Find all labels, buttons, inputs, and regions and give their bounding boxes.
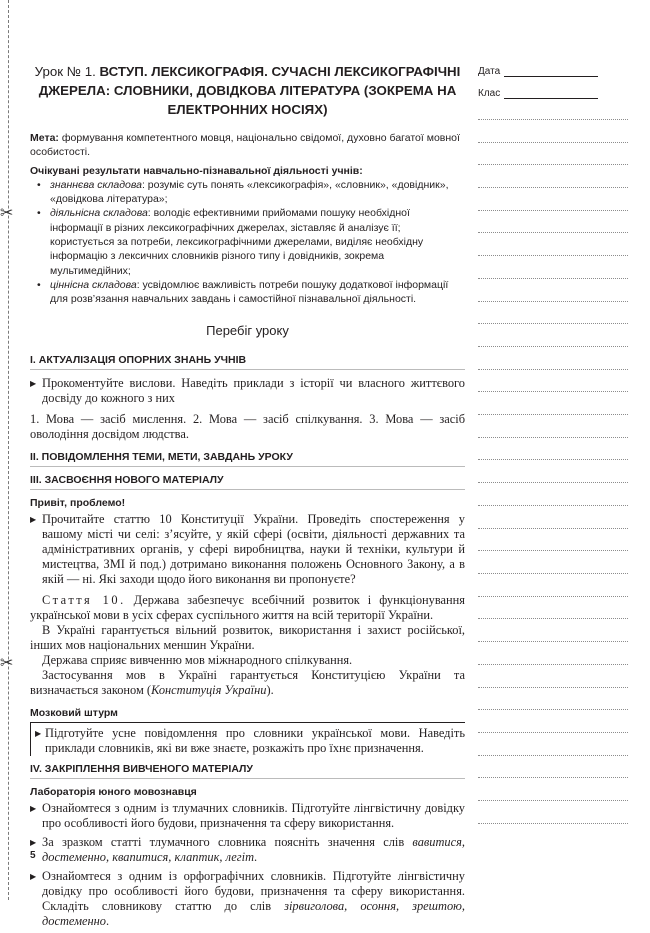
results-heading: Очікувані результати навчально-пізнавальної діяльності учнів: bbox=[30, 164, 363, 177]
result-text: : усвідомлює важливість потреби пошуку додаткової інформації для розв’язання навчальних завдань і самостійної пізнавальної діяльності. bbox=[50, 278, 449, 306]
lesson-topic: ВСТУП. ЛЕКСИКОГРАФІЯ. СУЧАСНІ ЛЕКСИКОГРАФІЧНІ ДЖЕРЕЛА: СЛОВНИКИ, ДОВІДКОВА ЛІТЕРАТУРА (ЗОКРЕМА НА ЕЛЕКТРОННИХ НОСІЯХ) bbox=[38, 64, 461, 117]
scissors-icon: ✂ bbox=[0, 653, 14, 672]
date-line[interactable] bbox=[504, 76, 598, 77]
subheading: Лабораторія юного мовознавця bbox=[30, 785, 197, 798]
result-text: : розуміє суть понять «лексикографія», «словник», «довідник», «довідкова література»; bbox=[50, 178, 449, 206]
result-text: : володіє ефективними прийомами пошуку необхідної інформації в різних лексикографічних джерелах, зіставляє й аналізує її; користується за потреби, лексикографічними джерелами, виділяє необхідну інформацію з лексичних словників різного типу і довідників, зокрема мультимедійних; bbox=[50, 207, 424, 277]
result-item: • ціннісна складова: усвідомлює важливість потреби пошуку додаткової інформації для розв’язання навчальних завдань і самостійної пізнавальної діяльності. bbox=[37, 278, 449, 306]
note-line[interactable] bbox=[478, 573, 628, 574]
note-line[interactable] bbox=[478, 369, 628, 370]
class-field[interactable] bbox=[478, 86, 628, 99]
note-line[interactable] bbox=[478, 505, 628, 506]
note-line[interactable] bbox=[478, 823, 628, 824]
page-number: 5 bbox=[30, 850, 36, 861]
note-line[interactable] bbox=[478, 528, 628, 529]
date-field[interactable] bbox=[478, 64, 628, 77]
note-line[interactable] bbox=[478, 323, 628, 324]
boxed-task: ▶ Підготуйте усне повідомлення про словники української мови. Наведіть приклади словників, які ви вже знаєте, розкажіть про їхнє призначення. bbox=[30, 722, 465, 756]
result-item: • знаннєва складова: розуміє суть понять «лексикографія», «словник», «довідник», «довідкова література»; bbox=[37, 178, 449, 206]
notes-header bbox=[478, 64, 628, 108]
lesson-goal bbox=[30, 131, 465, 160]
section-heading: ІV. ЗАКРІПЛЕННЯ ВИВЧЕНОГО МАТЕРІАЛУ bbox=[30, 762, 465, 779]
goal-label: Мета: bbox=[30, 132, 59, 144]
note-line[interactable] bbox=[478, 210, 628, 211]
arrow-icon: ▶ bbox=[30, 837, 37, 847]
note-line[interactable] bbox=[478, 596, 628, 597]
note-line[interactable] bbox=[478, 278, 628, 279]
section-heading: І. АКТУАЛІЗАЦІЯ ОПОРНИХ ЗНАНЬ УЧНІВ bbox=[30, 353, 465, 370]
note-line[interactable] bbox=[478, 482, 628, 483]
cut-line bbox=[8, 0, 9, 900]
article-label: Стаття 10. bbox=[42, 592, 126, 607]
quote-line: 1. Мова — засіб мислення. 2. Мова — засіб спілкування. 3. Мова — засіб оволодіння досвідом людства. bbox=[30, 411, 466, 441]
note-line[interactable] bbox=[478, 164, 628, 165]
arrow-icon: ▶ bbox=[35, 728, 42, 738]
note-line[interactable] bbox=[478, 777, 628, 778]
result-item: • діяльнісна складова: володіє ефективними прийомами пошуку необхідної інформації в різних лексикографічних джерелах, зіставляє й аналізує її; користується за потреби, лексикографічними джерелами, виділяє необхідну інформацію з лексичних словників різного типу і довідників, зокрема мультимедійних; bbox=[37, 207, 424, 277]
note-line[interactable] bbox=[478, 255, 628, 256]
note-line[interactable] bbox=[478, 709, 628, 710]
note-line[interactable] bbox=[478, 346, 628, 347]
note-line[interactable] bbox=[478, 618, 628, 619]
note-line[interactable] bbox=[478, 142, 628, 143]
arrow-icon: ▶ bbox=[30, 871, 37, 881]
arrow-icon: ▶ bbox=[30, 378, 37, 388]
expected-results bbox=[30, 164, 465, 307]
lesson-content bbox=[30, 62, 465, 933]
task: ▶ Прокоментуйте вислови. Наведіть приклади з історії чи власного життєвого досвіду до кожного з них bbox=[30, 375, 465, 405]
lesson-number: Урок № 1. bbox=[34, 64, 100, 79]
date-label: Дата bbox=[478, 66, 501, 77]
article-paragraph: В Україні гарантується вільний розвиток, використання і захист російської, інших мов національних меншин України. bbox=[30, 622, 465, 652]
task: ▶ Ознайомтеся з одним із тлумачних словників. Підготуйте лінгвістичну довідку про особливості його будови, призначення та сферу використання. bbox=[30, 800, 465, 830]
note-line[interactable] bbox=[478, 687, 628, 688]
note-line[interactable] bbox=[478, 755, 628, 756]
note-line[interactable] bbox=[478, 800, 628, 801]
section-heading: ІІ. ПОВІДОМЛЕННЯ ТЕМИ, МЕТИ, ЗАВДАНЬ УРОКУ bbox=[30, 450, 465, 467]
note-line[interactable] bbox=[478, 459, 628, 460]
task: ▶ Ознайомтеся з одним із орфографічних словників. Підготуйте лінгвістичну довідку про особливості його будови, призначення та сферу використання. Складіть словникову статтю до слів зірвиголова, осоння, зрештою, достеменно. bbox=[30, 868, 465, 928]
arrow-icon: ▶ bbox=[30, 514, 37, 524]
section-heading: ІІІ. ЗАСВОЄННЯ НОВОГО МАТЕРІАЛУ bbox=[30, 473, 465, 490]
lesson-title bbox=[30, 62, 465, 119]
note-line[interactable] bbox=[478, 301, 628, 302]
lesson-flow-heading: Перебіг уроку bbox=[206, 322, 289, 338]
note-line[interactable] bbox=[478, 664, 628, 665]
article-paragraph: Застосування мов в Україні гарантується Конституцією України та визначається законом (Конституція України). bbox=[30, 667, 465, 697]
note-line[interactable] bbox=[478, 437, 628, 438]
result-label: ціннісна складова bbox=[50, 278, 137, 291]
result-label: знаннєва складова bbox=[50, 178, 142, 191]
note-line[interactable] bbox=[478, 732, 628, 733]
class-line[interactable] bbox=[504, 98, 598, 99]
note-line[interactable] bbox=[478, 119, 628, 120]
note-line[interactable] bbox=[478, 232, 628, 233]
goal-text: формування компетентного мовця, національно свідомої, духовно багатої мовної особистості. bbox=[30, 132, 460, 159]
note-line[interactable] bbox=[478, 187, 628, 188]
scissors-icon: ✂ bbox=[0, 203, 14, 222]
note-line[interactable] bbox=[478, 391, 628, 392]
task: ▶ За зразком статті тлумачного словника поясніть значення слів вавитися, достеменно, квапитися, клаптик, легіт. bbox=[30, 834, 465, 864]
result-label: діяльнісна складова bbox=[50, 207, 148, 220]
subheading: Привіт, проблемо! bbox=[30, 496, 126, 509]
note-line[interactable] bbox=[478, 641, 628, 642]
note-line[interactable] bbox=[478, 550, 628, 551]
note-line[interactable] bbox=[478, 414, 628, 415]
subheading: Мозковий штурм bbox=[30, 706, 118, 719]
arrow-icon: ▶ bbox=[30, 803, 37, 813]
constitution-article: Стаття 10. Держава забезпечує всебічний розвиток і функціонування української мови в усіх сферах суспільного життя на всій території України. bbox=[30, 592, 465, 622]
article-paragraph: Держава сприяє вивченню мов міжнародного спілкування. bbox=[42, 652, 353, 667]
task: ▶ Прочитайте статтю 10 Конституції України. Проведіть спостереження у вашому місті чи селі: з’ясуйте, у якій сфері (освіти, діяльності державних та адміністративних органів, у сфері виробництва, науки й техніки, культури й мистецтва, ЗМІ й под.) дотримано виконання положень Основного Закону, а в якій — ні. Які заходи щодо його виконання ви пропонуєте? bbox=[30, 511, 465, 586]
class-label: Клас bbox=[478, 88, 501, 99]
